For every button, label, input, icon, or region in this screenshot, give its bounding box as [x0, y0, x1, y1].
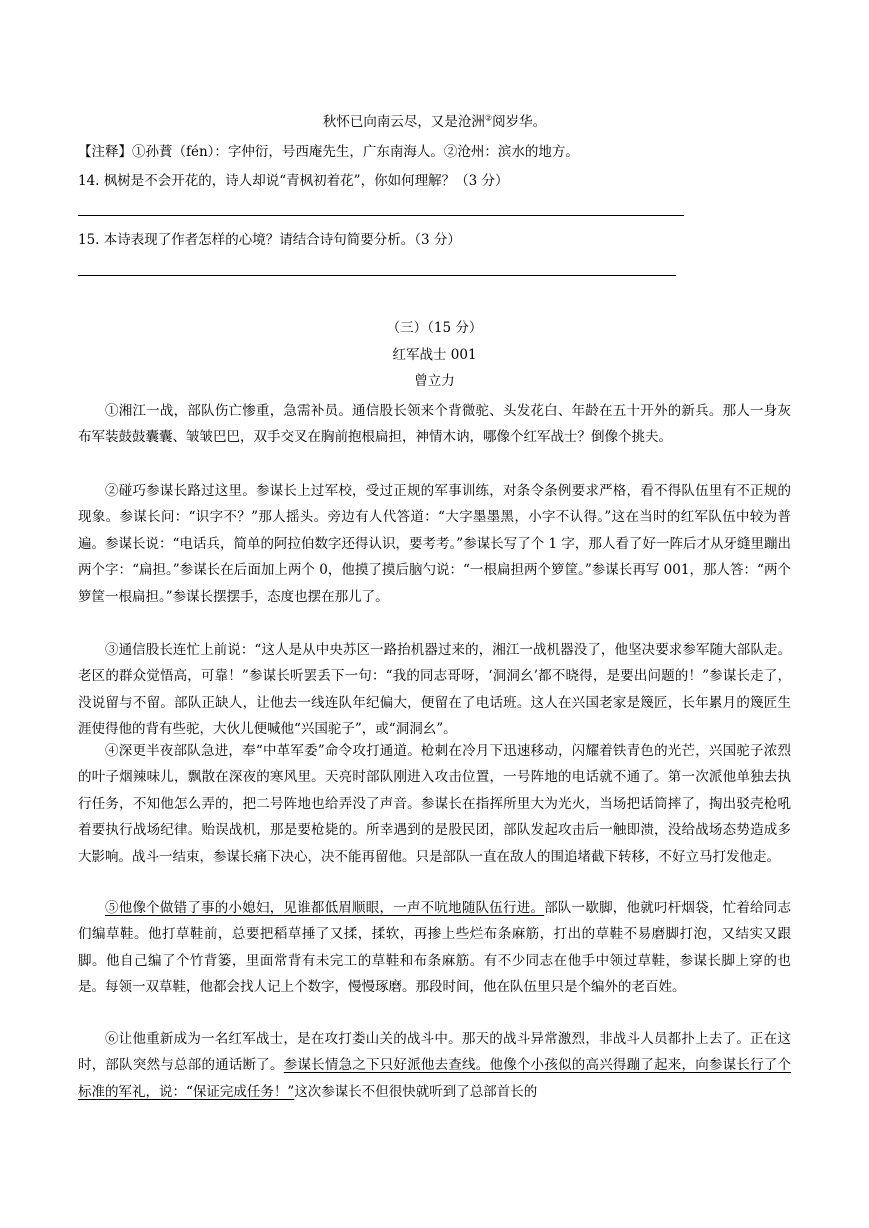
note-marker: ②: [484, 113, 493, 123]
question-14: 14. 枫树是不会开花的，诗人却说“青枫初着花”，你如何理解？（3 分）: [78, 173, 509, 189]
paragraph-1: ①湘江一战，部队伤亡惨重，急需补员。通信股长领来个背微驼、头发花白、年龄在五十开外的新兵。那人一身灰布军装鼓鼓囊囊、皱皱巴巴，双手交叉在胸前抱根扁担，神情木讷，哪像个红军战士？倒像个挑夫。: [78, 403, 791, 446]
paragraph-5: [78, 895, 791, 1001]
paragraph-6: [78, 1026, 791, 1105]
question-15: 15. 本诗表现了作者怎样的心境？请结合诗句简要分析。（3 分）: [78, 232, 461, 248]
paragraph-6-start: ⑥让他重新成为一名红军战士，是在攻打娄山关的战斗中。那天的战斗异常激烈，非战斗人员都扑上去了。正在这时，部队突然与总部的通话断了。: [78, 1031, 791, 1074]
story-author: 曾立力: [414, 373, 455, 389]
story-title: 红军战士 001: [392, 347, 477, 363]
paragraph-2: ②碰巧参谋长路过这里。参谋长上过军校，受过正规的军事训练，对条令条例要求严格，看不得队伍里有不正规的现象。参谋长问：“识字不？”那人摇头。旁边有人代答道：“大字墨墨黑，小字不认得。”这在当时的红军队伍中较为普遍。参谋长说：“电话兵，简单的阿拉伯数字还得认识，要考考。”参谋长写了个 1 字，那人看了好一阵后才从牙缝里蹦出两个字：“扁担。”参谋长在后面加上两个 0，他摸了摸后脑勺说：“一根扁担两个箩筐。”参谋长再写 001，那人答：“两个箩筐一根扁担。”参谋长摆摆手，态度也摆在那儿了。: [78, 483, 791, 605]
poem-line-text: 秋怀已向南云尽，又是沧洲: [322, 114, 485, 130]
paragraph-6-underlined: 参谋长情急之下只好派他去查线。他像个小孩似的高兴得蹦了起来，向参谋长行了个标准的军礼，说：“保证完成任务！”: [78, 1057, 792, 1100]
paragraph-3: ③通信股长连忙上前说：“这人是从中央苏区一路抬机器过来的，湘江一战机器没了，他坚决要求参军随大部队走。老区的群众觉悟高，可靠！”参谋长听罢丢下一句：“我的同志哥呀，‘洞洞幺’都不晓得，是要出问题的！”参谋长走了，没说留与不留。部队正缺人，让他去一线连队年纪偏大，便留在了电话班。这人在兴国老家是篾匠，长年累月的篾匠生涯使得他的背有些驼，大伙儿便喊他“兴国驼子”，或“洞洞幺”。: [78, 642, 791, 738]
paragraph-5-underlined: ⑤他像个做错了事的小媳妇，见谁都低眉顺眼，一声不吭地随队伍行进。: [105, 900, 545, 916]
poem-last-line: [0, 112, 869, 132]
poem-line-end: 阅岁华。: [492, 114, 547, 130]
annotation: 【注释】①孙蕡（fén）：字仲衍，号西庵先生，广东南海人。②沧州：滨水的地方。: [78, 144, 579, 160]
answer-line-14[interactable]: [78, 215, 684, 216]
section-heading: （三）（15 分）: [386, 320, 483, 336]
paragraph-5-rest: 部队一歇脚，他就叼杆烟袋，忙着给同志们编草鞋。他打草鞋前，总要把稻草捶了又揉，揉软，再掺上些烂布条麻筋，打出的草鞋不易磨脚打泡，又结实又跟脚。他自己编了个竹背篓，里面常背有未完工的草鞋和布条麻筋。有不少同志在他手中领过草鞋，参谋长脚上穿的也是。每领一双草鞋，他都会找人记上个数字，慢慢琢磨。那段时间，他在队伍里只是个编外的老百姓。: [78, 900, 792, 996]
paragraph-6-rest: 这次参谋长不但很快就听到了总部首长的: [294, 1083, 538, 1100]
answer-line-15[interactable]: [78, 275, 676, 276]
paragraph-4: ④深更半夜部队急进，奉“中革军委”命令攻打通道。枪刺在冷月下迅速移动，闪耀着铁青色的光芒，兴国驼子浓烈的叶子烟辣味儿，飘散在深夜的寒风里。天亮时部队刚进入攻击位置，一号阵地的电话就不通了。第一次派他单独去执行任务，不知他怎么弄的，把二号阵地也给弄没了声音。参谋长在指挥所里大为光火，当场把话筒摔了，掏出驳壳枪吼着要执行战场纪律。贻误战机，那是要枪毙的。所幸遇到的是股民团，部队发起攻击后一触即溃，没给战场态势造成多大影响。战斗一结束，参谋长痛下决心，决不能再留他。只是部队一直在敌人的围追堵截下转移，不好立马打发他走。: [78, 743, 791, 865]
